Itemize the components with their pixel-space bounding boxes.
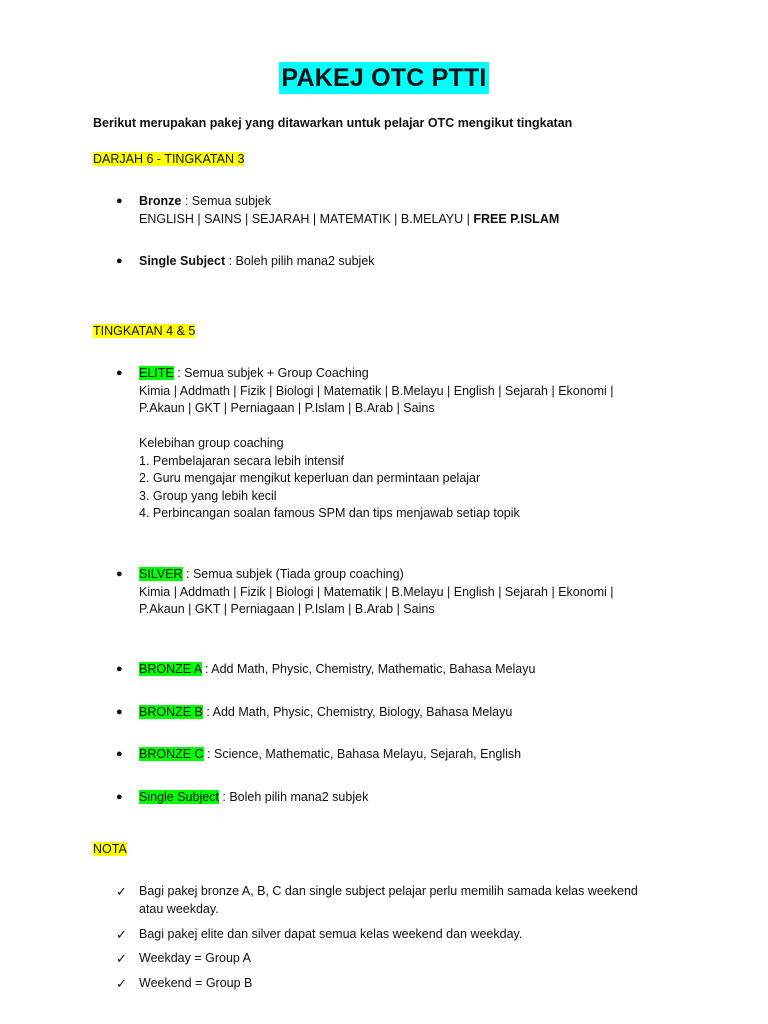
benefit-item: 1. Pembelajaran secara lebih intensif xyxy=(139,453,344,468)
list-item-bronze-b xyxy=(116,704,676,722)
nota-text: Weekend = Group B xyxy=(139,976,253,990)
package-name: BRONZE B xyxy=(139,705,203,719)
nota-text-continued: atau weekday. xyxy=(139,901,219,916)
package-name: Single Subject xyxy=(139,254,226,268)
package-subjects-line2: P.Akaun | GKT | Perniagaan | P.Islam | B.Arab | Sains xyxy=(139,401,435,415)
benefit-item: 2. Guru mengajar mengikut keperluan dan permintaan pelajar xyxy=(139,471,481,485)
package-desc: : Add Math, Physic, Chemistry, Biology, Bahasa Melayu xyxy=(202,705,513,719)
list-item-single-subject-primary xyxy=(116,253,676,271)
nota-text: Bagi pakej elite dan silver dapat semua kelas weekend dan weekday. xyxy=(139,927,523,941)
package-name: ELITE xyxy=(139,366,174,380)
benefits-title: Kelebihan group coaching xyxy=(139,436,284,450)
package-subjects-line1: Kimia | Addmath | Fizik | Biologi | Matematik | B.Melayu | English | Sejarah | Ekonomi | xyxy=(139,584,614,599)
package-desc: : Semua subjek xyxy=(181,194,272,208)
list-item-silver xyxy=(116,566,676,619)
package-name: Single Subject xyxy=(139,790,219,804)
package-name: SILVER xyxy=(139,567,183,581)
package-desc: : Boleh pilih mana2 subjek xyxy=(225,254,375,268)
package-name: Bronze xyxy=(139,194,182,208)
nota-item xyxy=(116,883,676,918)
package-desc: : Boleh pilih mana2 subjek xyxy=(218,790,369,804)
title-container xyxy=(0,62,768,94)
package-desc: : Semua subjek + Group Coaching xyxy=(173,366,369,380)
package-subjects-line2: P.Akaun | GKT | Perniagaan | P.Islam | B.Arab | Sains xyxy=(139,602,435,616)
nota-text: Weekday = Group A xyxy=(139,951,251,965)
list-item-bronze xyxy=(116,193,676,228)
section-label-text: TINGKATAN 4 & 5 xyxy=(93,324,196,338)
package-desc: : Add Math, Physic, Chemistry, Mathematic, Bahasa Melayu xyxy=(201,662,536,676)
nota-text: Bagi pakej bronze A, B, C dan single subject pelajar perlu memilih samada kelas weekend xyxy=(139,884,638,898)
check-icon: ✓ xyxy=(116,976,127,991)
intro-text: Berikut merupakan pakej yang ditawarkan untuk pelajar OTC mengikut tingkatan xyxy=(93,116,573,130)
bullet-icon: ● xyxy=(116,706,123,718)
bullet-icon: ● xyxy=(116,255,123,267)
section-label-nota xyxy=(93,841,127,859)
check-icon: ✓ xyxy=(116,927,127,942)
package-subjects-line1: Kimia | Addmath | Fizik | Biologi | Matematik | B.Melayu | English | Sejarah | Ekonomi | xyxy=(139,383,614,398)
package-free-note: FREE P.ISLAM xyxy=(473,211,560,226)
benefit-item: 4. Perbincangan soalan famous SPM dan tips menjawab setiap topik xyxy=(139,506,520,520)
list-item-bronze-c xyxy=(116,746,676,764)
list-item-single-subject-secondary xyxy=(116,789,676,807)
package-name: BRONZE A xyxy=(139,662,202,676)
section-label-tingkatan4-5 xyxy=(93,323,195,341)
benefit-item: 3. Group yang lebih kecil xyxy=(139,488,277,503)
package-desc: : Science, Mathematic, Bahasa Melayu, Sejarah, English xyxy=(203,747,522,761)
bullet-icon: ● xyxy=(116,367,123,379)
bullet-icon: ● xyxy=(116,568,123,580)
bullet-icon: ● xyxy=(116,663,123,675)
page-title: PAKEJ OTC PTTI xyxy=(281,64,487,92)
package-name: BRONZE C xyxy=(139,747,204,761)
list-item-bronze-a xyxy=(116,661,676,679)
section-label-text: DARJAH 6 - TINGKATAN 3 xyxy=(93,152,245,166)
bullet-icon: ● xyxy=(116,195,123,207)
check-icon: ✓ xyxy=(116,884,127,899)
nota-item xyxy=(116,950,676,968)
bullet-icon: ● xyxy=(116,791,123,803)
package-subjects: ENGLISH | SAINS | SEJARAH | MATEMATIK | B.MELAYU | xyxy=(139,211,474,226)
nota-item xyxy=(116,975,676,993)
list-item-elite xyxy=(116,365,676,523)
check-icon: ✓ xyxy=(116,951,127,966)
package-desc: : Semua subjek (Tiada group coaching) xyxy=(182,567,404,581)
bullet-icon: ● xyxy=(116,748,123,760)
nota-item xyxy=(116,926,676,944)
section-label-darjah6-tingkatan3 xyxy=(93,151,244,169)
section-label-text: NOTA xyxy=(93,842,127,856)
